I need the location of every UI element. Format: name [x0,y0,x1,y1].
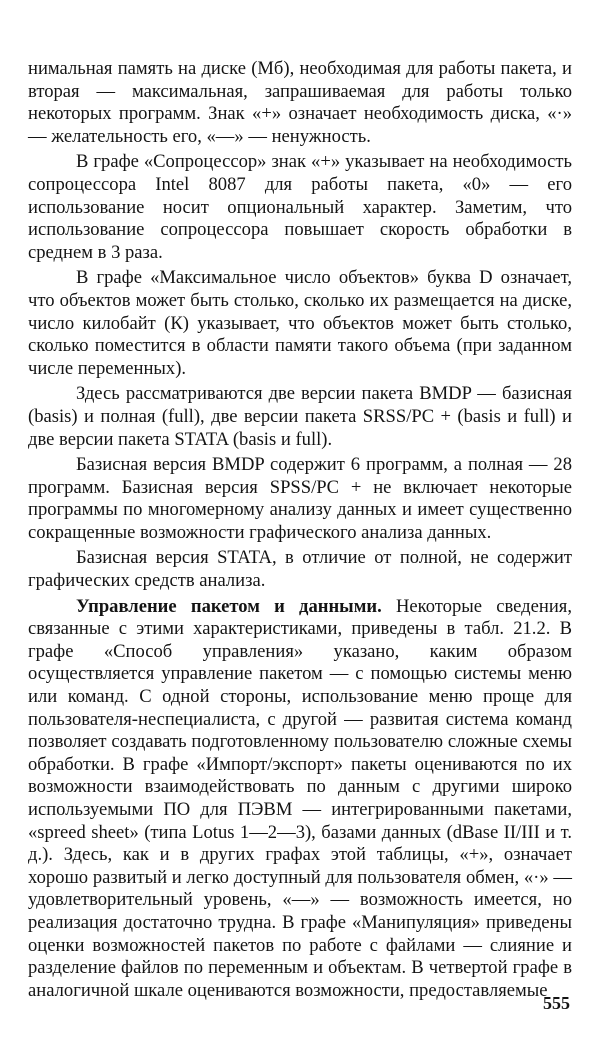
paragraph-package-versions: Здесь рассматриваются две версии пакета BMDP — базисная (basis) и полная (full), две версии пакета SRSS/PC + (basis и full) и две версии пакета STATA (basis и full). [28,383,572,450]
page-number: 555 [543,993,570,1013]
paragraph-package-management [28,596,572,1003]
paragraph-disk-memory: нимальная память на диске (Мб), необходимая для работы пакета, и вторая — максимальная, запрашиваемая для работы только некоторых программ. Знак «+» означает необходимость диска, «·» — желательность его, «—» — ненужность. [28,58,572,147]
page-body [28,58,572,1002]
section-body-text: Некоторые сведения, связанные с этими характеристиками, приведены в табл. 21.2. В графе «Способ управления» указано, каким образом осуществляется управление пакетом — с помощью системы меню или команд. С одной стороны, использование меню проще для пользователя-неспециалиста, с другой — развитая система команд позволяет создавать подготовленному пользователю сложные схемы обработки. В графе «Импорт/экспорт» пакеты оцениваются по их возможности взаимодействовать по данным с другими широко используемыми ПО для ПЭВМ — интегрированными пакетами, «spreed sheet» (типа Lotus 1—2—3), базами данных (dBase II/III и т. д.). Здесь, как и в других графах этой таблицы, «+», означает хорошо развитый и легко доступный для пользователя обмен, «·» — удовлетворительный уровень, «—» — возможность имеется, но реализация достаточно трудна. В графе «Манипуляция» приведены оценки возможностей пакетов по работе с файлами — слияние и разделение файлов по переменным и объектам. В четвертой графе в аналогичной шкале оцениваются возможности, предоставляемые [28,595,572,1001]
paragraph-bmdp-basis: Базисная версия BMDP содержит 6 программ, а полная — 28 программ. Базисная версия SPSS/PC + не включает некоторые программы по многомерному анализу данных и имеет существенно сокращенные возможности графического анализа данных. [28,454,572,543]
paragraph-coprocessor: В графе «Сопроцессор» знак «+» указывает на необходимость сопроцессора Intel 8087 для работы пакета, «0» — его использование носит опциональный характер. Заметим, что использование сопроцессора повышает скорость обработки в среднем в 3 раза. [28,151,572,263]
paragraph-max-objects: В графе «Максимальное число объектов» буква D означает, что объектов может быть столько, сколько их размещается на диске, число килобайт (К) указывает, что объектов может быть столько, сколько поместится в области памяти такого объема (при заданном числе переменных). [28,267,572,379]
section-heading-inline: Управление пакетом и данными. [76,595,382,617]
paragraph-stata-basis: Базисная версия STATA, в отличие от полной, не содержит графических средств анализа. [28,547,572,592]
